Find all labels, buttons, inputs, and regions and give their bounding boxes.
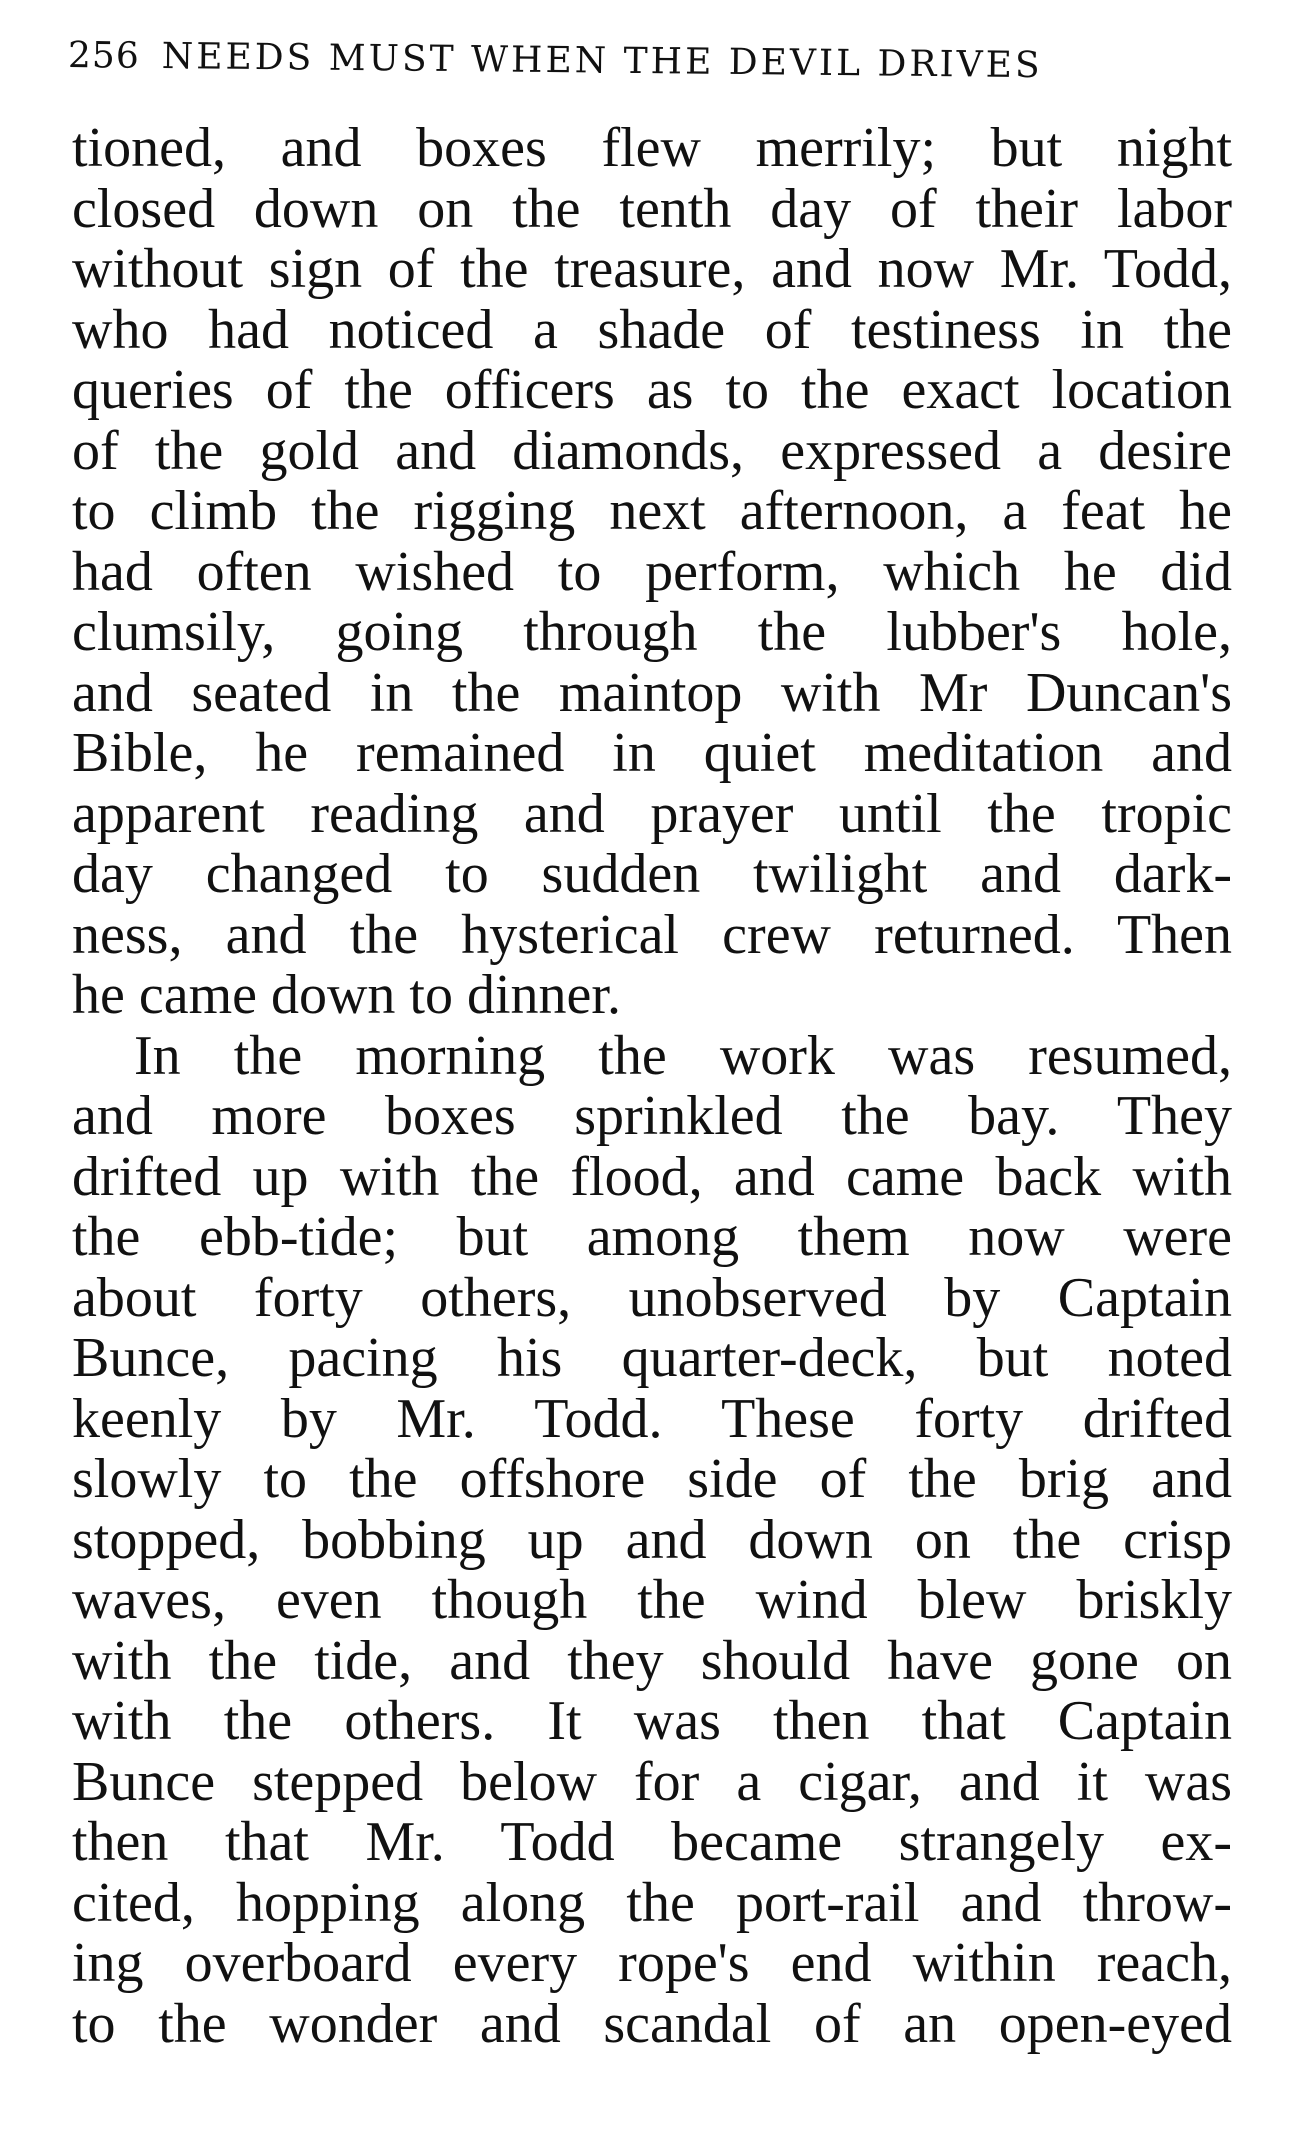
text-line: and more boxes sprinkled the bay. They [72, 1085, 1232, 1147]
text-line: then that Mr. Todd became strangely ex- [72, 1811, 1232, 1873]
text-line: with the tide, and they should have gone on [72, 1629, 1232, 1692]
text-line: clumsily, going through the lubber's hole, [72, 601, 1232, 663]
paragraph-2 [72, 1026, 1232, 2055]
text-line: the ebb-tide; but among them now were [72, 1206, 1232, 1268]
text-line: tioned, and boxes flew merrily; but night [72, 117, 1232, 179]
text-line: drifted up with the flood, and came back with [72, 1145, 1232, 1208]
running-title: NEEDS MUST WHEN THE DEVIL DRIVES [161, 35, 1043, 87]
text-line: slowly to the offshore side of the brig and [72, 1448, 1232, 1510]
text-line: Bunce, pacing his quarter-deck, but noted [72, 1327, 1232, 1389]
text-line: In the morning the work was resumed, [134, 1024, 1232, 1087]
text-line: cited, hopping along the port-rail and throw- [72, 1871, 1232, 1934]
text-line: had often wished to perform, which he did [72, 540, 1232, 603]
paragraph-1 [72, 118, 1232, 1026]
text-line: ness, and the hysterical crew returned. Then [72, 903, 1232, 966]
text-line: without sign of the treasure, and now Mr. Todd, [72, 238, 1232, 300]
text-line: with the others. It was then that Captain [72, 1690, 1232, 1752]
text-line: to the wonder and scandal of an open-eyed [72, 1992, 1232, 2055]
text-line: stopped, bobbing up and down on the crisp [72, 1508, 1232, 1571]
text-line: of the gold and diamonds, expressed a desire [72, 419, 1232, 482]
text-line: closed down on the tenth day of their labor [72, 177, 1232, 240]
text-line: who had noticed a shade of testiness in the [72, 298, 1232, 361]
text-line: queries of the officers as to the exact location [72, 359, 1232, 421]
text-line: and seated in the maintop with Mr Duncan's [72, 661, 1232, 724]
text-line: Bunce stepped below for a cigar, and it was [72, 1750, 1232, 1813]
text-line: to climb the rigging next afternoon, a feat he [72, 480, 1232, 542]
running-header [68, 28, 1189, 96]
text-line: about forty others, unobserved by Captain [72, 1266, 1232, 1329]
text-line: he came down to dinner. [72, 964, 621, 1026]
text-line: Bible, he remained in quiet meditation and [72, 722, 1232, 784]
body-text [72, 118, 1232, 2078]
text-line: day changed to sudden twilight and dark- [72, 843, 1232, 905]
text-line: apparent reading and prayer until the tropic [72, 782, 1232, 845]
page-number: 256 [67, 35, 140, 77]
text-line: keenly by Mr. Todd. These forty drifted [72, 1387, 1232, 1450]
text-line: ing overboard every rope's end within reach, [72, 1932, 1232, 1994]
text-line: waves, even though the wind blew briskly [72, 1569, 1232, 1631]
